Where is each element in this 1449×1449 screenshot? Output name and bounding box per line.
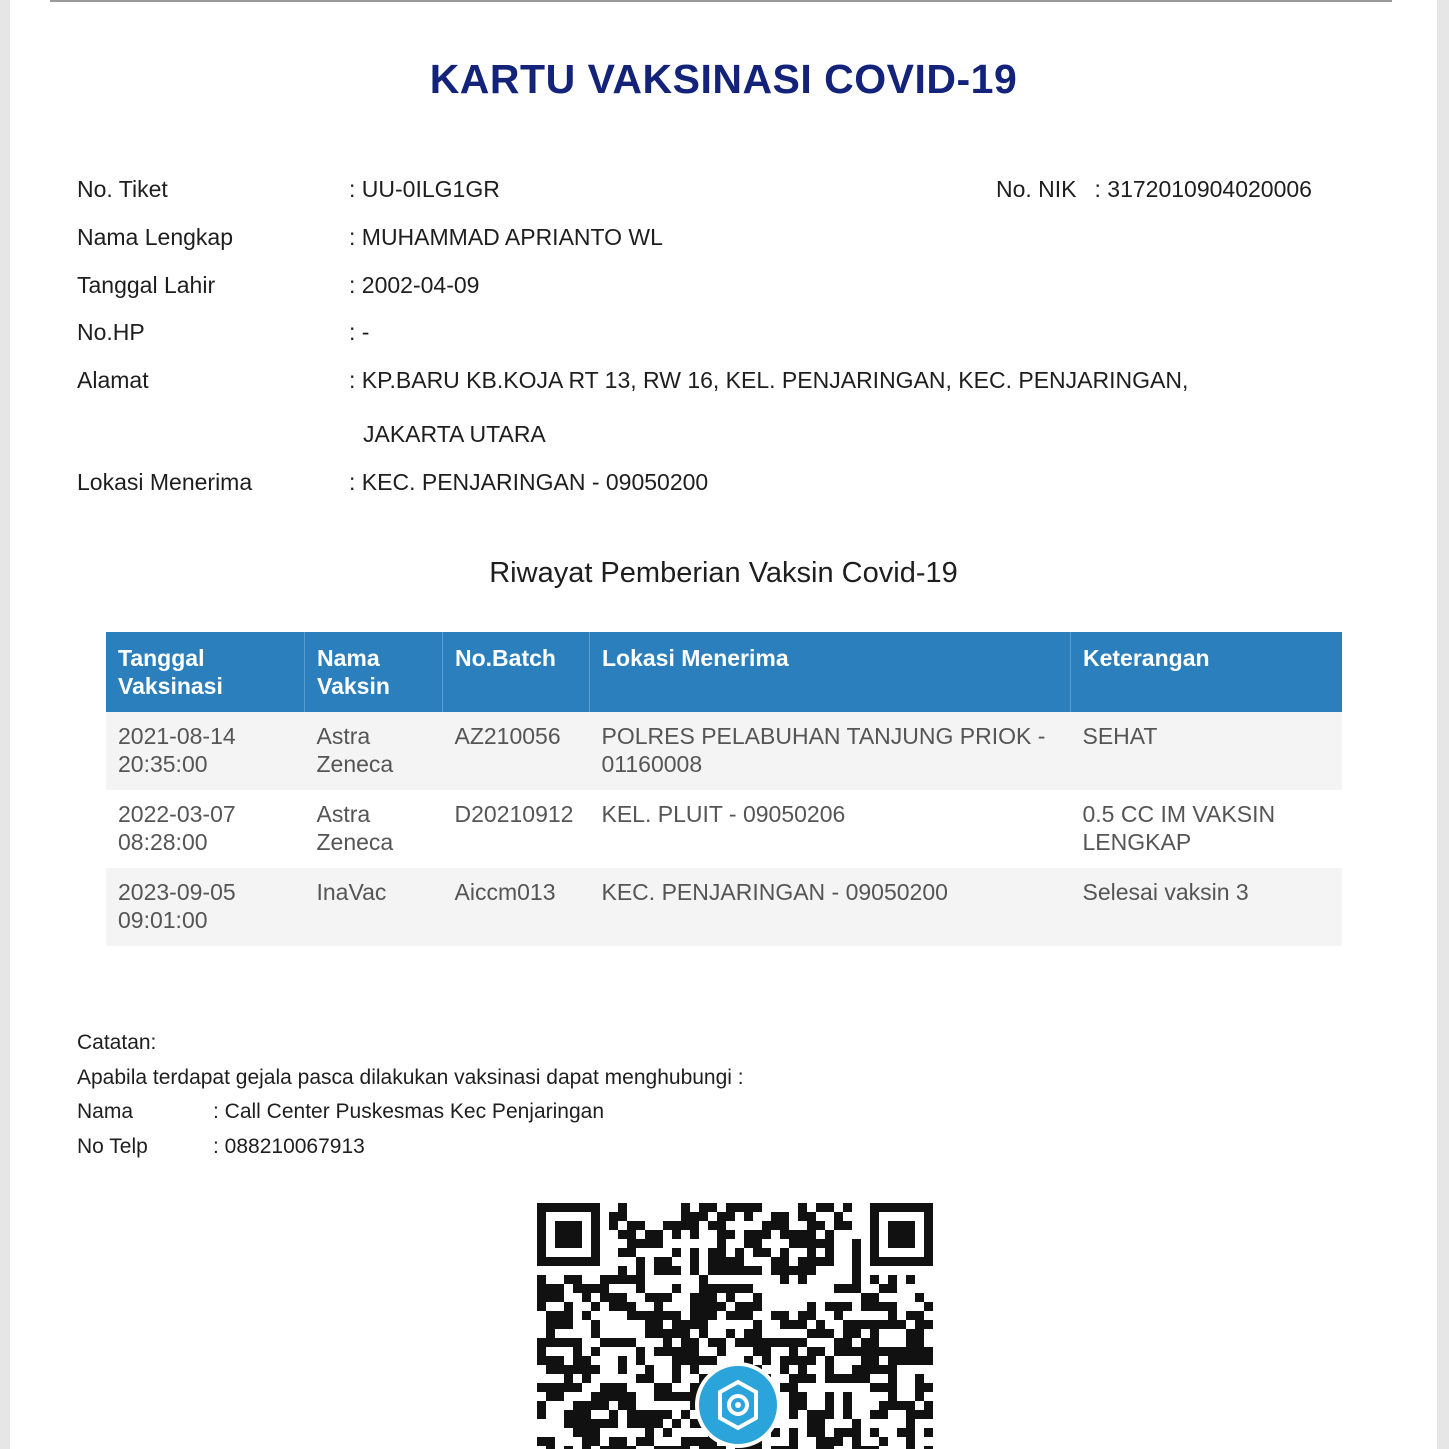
ticket-label: No. Tiket (77, 176, 168, 202)
address-label: Alamat (77, 367, 149, 393)
address-value-line1: : KP.BARU KB.KOJA RT 13, RW 16, KEL. PENJARINGAN, KEC. PENJARINGAN, (349, 367, 1189, 393)
header-batch: No.Batch (443, 632, 590, 712)
ticket-value: : UU-0ILG1GR (349, 176, 500, 202)
header-vaccine: Nama Vaksin (305, 632, 443, 712)
cell-location: KEC. PENJARINGAN - 09050200 (590, 868, 1071, 946)
header-location: Lokasi Menerima (590, 632, 1071, 712)
cell-note: 0.5 CC IM VAKSIN LENGKAP (1071, 790, 1343, 868)
cell-date: 2021-08-14 20:35:00 (106, 712, 305, 790)
history-title: Riwayat Pemberian Vaksin Covid-19 (489, 557, 958, 589)
full-name-value: : MUHAMMAD APRIANTO WL (349, 224, 663, 250)
cell-vaccine: Astra Zeneca (305, 790, 443, 868)
location-value: : KEC. PENJARINGAN - 09050200 (349, 469, 709, 495)
qr-finder-pattern (537, 1203, 600, 1266)
notes-contact-phone (77, 1134, 365, 1160)
cell-date: 2023-09-05 09:01:00 (106, 868, 305, 946)
cell-note: SEHAT (1071, 712, 1343, 790)
header-date: Tanggal Vaksinasi (106, 632, 305, 712)
full-name-label: Nama Lengkap (77, 224, 233, 250)
cell-vaccine: InaVac (305, 868, 443, 946)
table-row (106, 712, 1342, 790)
pedulilindungi-logo-icon (695, 1362, 781, 1448)
cell-batch: Aiccm013 (443, 868, 590, 946)
cell-location: KEL. PLUIT - 09050206 (590, 790, 1071, 868)
cell-vaccine: Astra Zeneca (305, 712, 443, 790)
nik-label: No. NIK (996, 176, 1077, 202)
header-note: Keterangan (1071, 632, 1343, 712)
nik-value: : 3172010904020006 (1094, 176, 1312, 202)
vaccination-card (10, 0, 1437, 1449)
notes-contact-name (77, 1099, 605, 1125)
notes-heading: Catatan: (77, 1031, 157, 1054)
vaccination-history-table (106, 632, 1342, 946)
birth-date-value: : 2002-04-09 (349, 272, 480, 298)
table-header-row (106, 632, 1342, 712)
contact-phone-value: : 088210067913 (213, 1135, 365, 1158)
qr-finder-pattern (870, 1203, 933, 1266)
table-row (106, 790, 1342, 868)
birth-date-label: Tanggal Lahir (77, 272, 216, 298)
phone-value: : - (349, 319, 370, 345)
card-title: KARTU VAKSINASI COVID-19 (429, 56, 1018, 102)
address-value-line2: JAKARTA UTARA (363, 421, 546, 447)
cell-note: Selesai vaksin 3 (1071, 868, 1343, 946)
contact-name-label: Nama (77, 1100, 134, 1123)
cell-date: 2022-03-07 08:28:00 (106, 790, 305, 868)
table-row (106, 868, 1342, 946)
phone-label: No.HP (77, 319, 145, 345)
cell-batch: D20210912 (443, 790, 590, 868)
contact-phone-label: No Telp (77, 1135, 148, 1158)
logo-glyph (699, 1366, 777, 1444)
contact-name-value: : Call Center Puskesmas Kec Penjaringan (213, 1100, 605, 1123)
top-divider (50, 0, 1392, 2)
cell-location: POLRES PELABUHAN TANJUNG PRIOK - 01160008 (590, 712, 1071, 790)
notes-text: Apabila terdapat gejala pasca dilakukan vaksinasi dapat menghubungi : (77, 1066, 744, 1089)
cell-batch: AZ210056 (443, 712, 590, 790)
location-label: Lokasi Menerima (77, 469, 253, 495)
nik-field (996, 174, 1312, 204)
